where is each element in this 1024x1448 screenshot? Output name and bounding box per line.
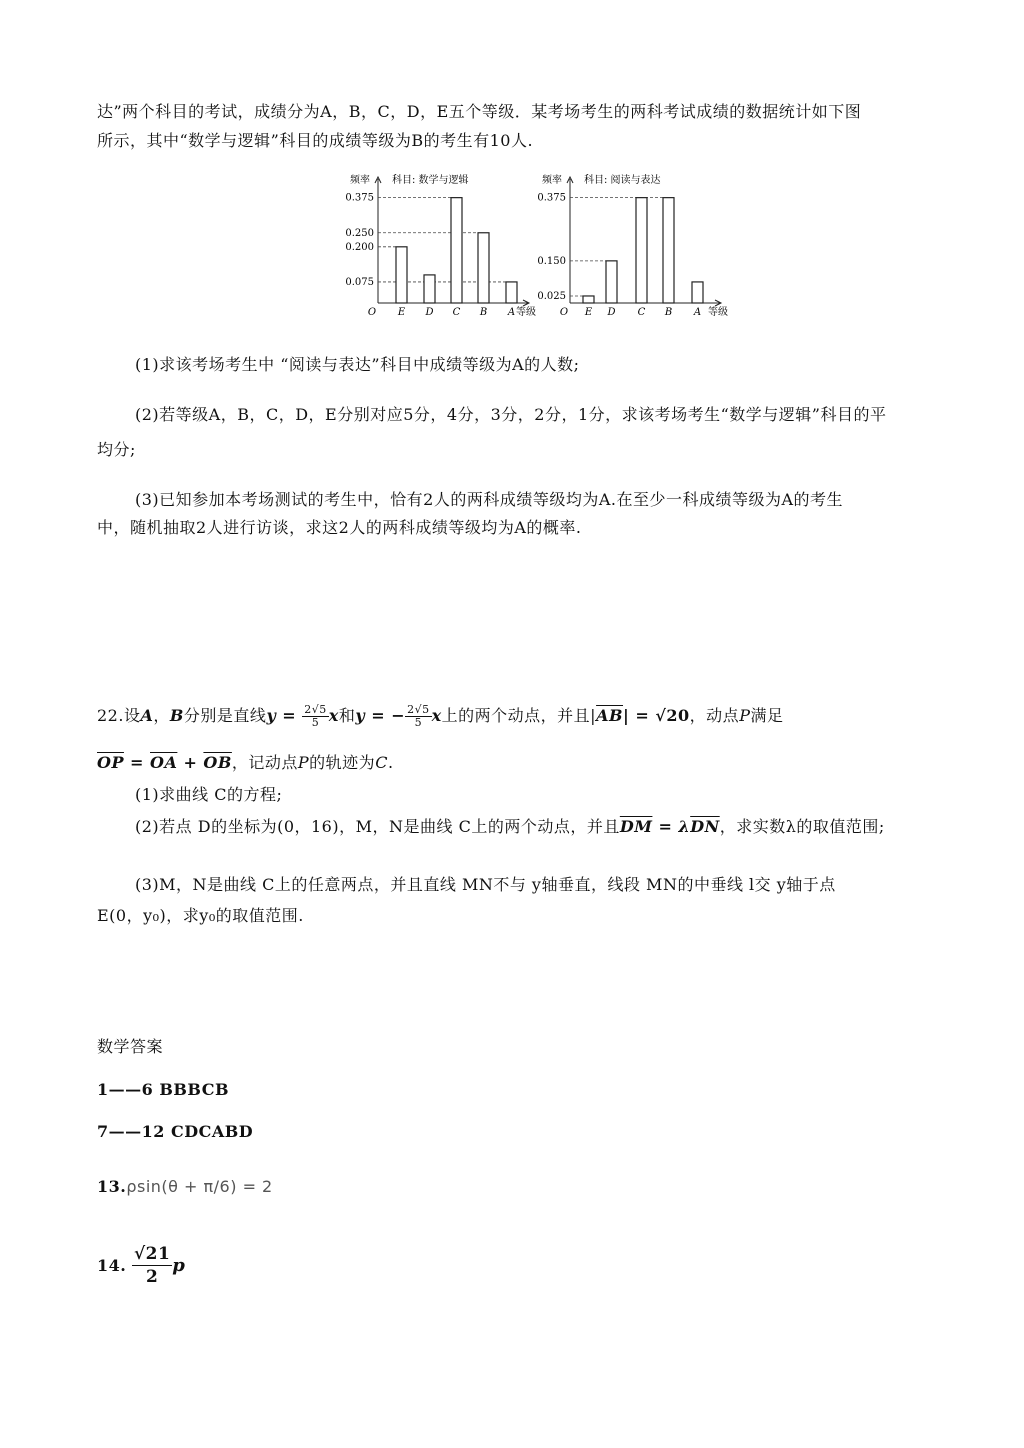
bar-a [506, 282, 517, 303]
text: 的轨迹为 [309, 753, 376, 772]
q21-part1: (1)求该考场考生中 “阅读与表达”科目中成绩等级为A的人数; [135, 355, 580, 374]
vector-oa: $\overline{OA}$ [150, 753, 178, 772]
answer-14 [97, 1243, 185, 1288]
eq-y2: y = − [355, 706, 406, 725]
y-tick-label: 0.375 [537, 192, 566, 204]
y-tick-label: 0.375 [345, 192, 374, 204]
x-axis-label: 等级 [708, 307, 728, 318]
answers-1-6: 1——6 BBBCB [97, 1080, 229, 1099]
fraction-2 [405, 704, 432, 729]
frequency-charts [330, 170, 730, 324]
vector-dm: $\overline{DM}$ [619, 817, 653, 836]
x-tick-label: E [584, 307, 593, 318]
fraction-den: 5 [414, 716, 423, 729]
x-tick-label: D [425, 307, 434, 318]
y-tick-label: 0.250 [345, 227, 374, 239]
q21-part2-line1: (2)若等级A，B，C，D，E分别对应5分，4分，3分，2分，1分，求该考场考生“数学与逻辑”科目的平 [135, 405, 887, 424]
text: 满足 [750, 706, 784, 725]
fraction-num: 2√5 [304, 703, 327, 716]
chart-title: 科目: 数学与逻辑 [392, 175, 469, 186]
q21-part3-line1: (3)已知参加本考场测试的考生中，恰有2人的两科成绩等级均为A.在至少一科成绩等级为A的考生 [135, 490, 844, 509]
chart-title: 科目: 阅读与表达 [584, 175, 661, 186]
eq-x2: x [431, 706, 442, 725]
fraction-1 [302, 704, 329, 729]
bar-b [478, 233, 489, 303]
y-tick-label: 0.075 [345, 276, 374, 288]
y-axis-label: 频率 [350, 175, 370, 186]
x-tick-label: C [637, 307, 646, 318]
text: 和 [338, 706, 356, 725]
text: 分别是直线 [183, 706, 267, 725]
answer-14-p: p [172, 1255, 186, 1276]
vector-ob: $\overline{OB}$ [203, 753, 232, 772]
q22-line1 [97, 703, 783, 729]
point-b: B [169, 706, 184, 725]
fraction-num: 2√5 [407, 703, 430, 716]
x-tick-label: B [664, 307, 673, 318]
x-tick-label: A [693, 307, 702, 318]
bar-e [396, 247, 407, 303]
q22-part3-line1: (3)M，N是曲线 C上的任意两点，并且直线 MN不与 y轴垂直，线段 MN的中垂线 l交 y轴于点 [135, 875, 836, 894]
fraction-num: √21 [133, 1244, 171, 1264]
comma: ， [153, 706, 170, 725]
text: ，记动点 [231, 753, 298, 772]
answer-13-label: 13. [97, 1177, 127, 1196]
x-tick-label: D [607, 307, 616, 318]
vector-op: $\overline{OP}$ [97, 753, 124, 772]
text: . [387, 753, 394, 772]
q21-part3-line2: 中，随机抽取2人进行访谈，求这2人的两科成绩等级均为A的概率. [97, 518, 582, 537]
eq-y1: y = [266, 706, 303, 725]
bar-d [424, 275, 435, 303]
q22-part2 [135, 814, 885, 837]
q22-part1: (1)求曲线 C的方程; [135, 785, 283, 804]
point-p: P [739, 706, 751, 725]
answer-13 [97, 1177, 273, 1196]
origin-label: O [559, 307, 569, 318]
bar-b [663, 198, 674, 303]
vector-dn: $\overline{DN}$ [690, 817, 720, 836]
eq-sqrt20: | = √20 [623, 706, 690, 725]
intro-line-1: 达”两个科目的考试，成绩分为A，B，C，D，E五个等级．某考场考生的两科考试成绩的数据统计如下图 [97, 102, 862, 121]
intro-line-2: 所示，其中“数学与逻辑”科目的成绩等级为B的考生有10人. [97, 131, 534, 150]
answer-14-fraction [132, 1243, 172, 1288]
x-tick-label: B [479, 307, 488, 318]
curve-c: C [375, 753, 388, 772]
origin-label: O [367, 307, 377, 318]
x-tick-label: E [397, 307, 406, 318]
answers-7-12: 7——12 CDCABD [97, 1122, 254, 1141]
y-tick-label: 0.200 [345, 241, 374, 253]
answer-14-label: 14. [97, 1256, 127, 1275]
y-tick-label: 0.150 [537, 255, 566, 267]
x-axis-label: 等级 [516, 307, 536, 318]
lambda: = λ [652, 817, 691, 836]
point-a: A [140, 706, 154, 725]
bar-a [692, 282, 703, 303]
answers-title: 数学答案 [97, 1037, 164, 1056]
bar-c [451, 198, 462, 303]
text: ，动点 [689, 706, 740, 725]
eq-x1: x [328, 706, 339, 725]
text: (2)若点 D的坐标为(0，16)，M，N是曲线 C上的两个动点，并且 [135, 817, 620, 836]
bar-e [583, 296, 594, 303]
plus: + [177, 753, 204, 772]
fraction-den: 2 [145, 1267, 159, 1287]
q22-part3-line2: E(0，y₀)，求y₀的取值范围. [97, 906, 304, 925]
y-axis-label: 频率 [542, 175, 562, 186]
text: ，求实数λ的取值范围; [719, 817, 885, 836]
x-tick-label: C [452, 307, 461, 318]
q22-line2 [97, 750, 394, 773]
fraction-den: 5 [311, 716, 320, 729]
bar-d [606, 261, 617, 303]
bar-charts-svg [330, 170, 730, 320]
q22-number: 22.设 [97, 706, 141, 725]
point-p: P [297, 753, 310, 772]
vector-ab: $\overline{AB}$ [596, 706, 624, 725]
answer-13-formula: ρsin(θ + π/6) = 2 [126, 1177, 273, 1196]
y-tick-label: 0.025 [537, 290, 566, 302]
text: 上的两个动点，并且| [441, 706, 597, 725]
q21-part2-line2: 均分; [97, 440, 136, 459]
equals: = [123, 753, 151, 772]
bar-c [636, 198, 647, 303]
x-tick-label: A [507, 307, 516, 318]
